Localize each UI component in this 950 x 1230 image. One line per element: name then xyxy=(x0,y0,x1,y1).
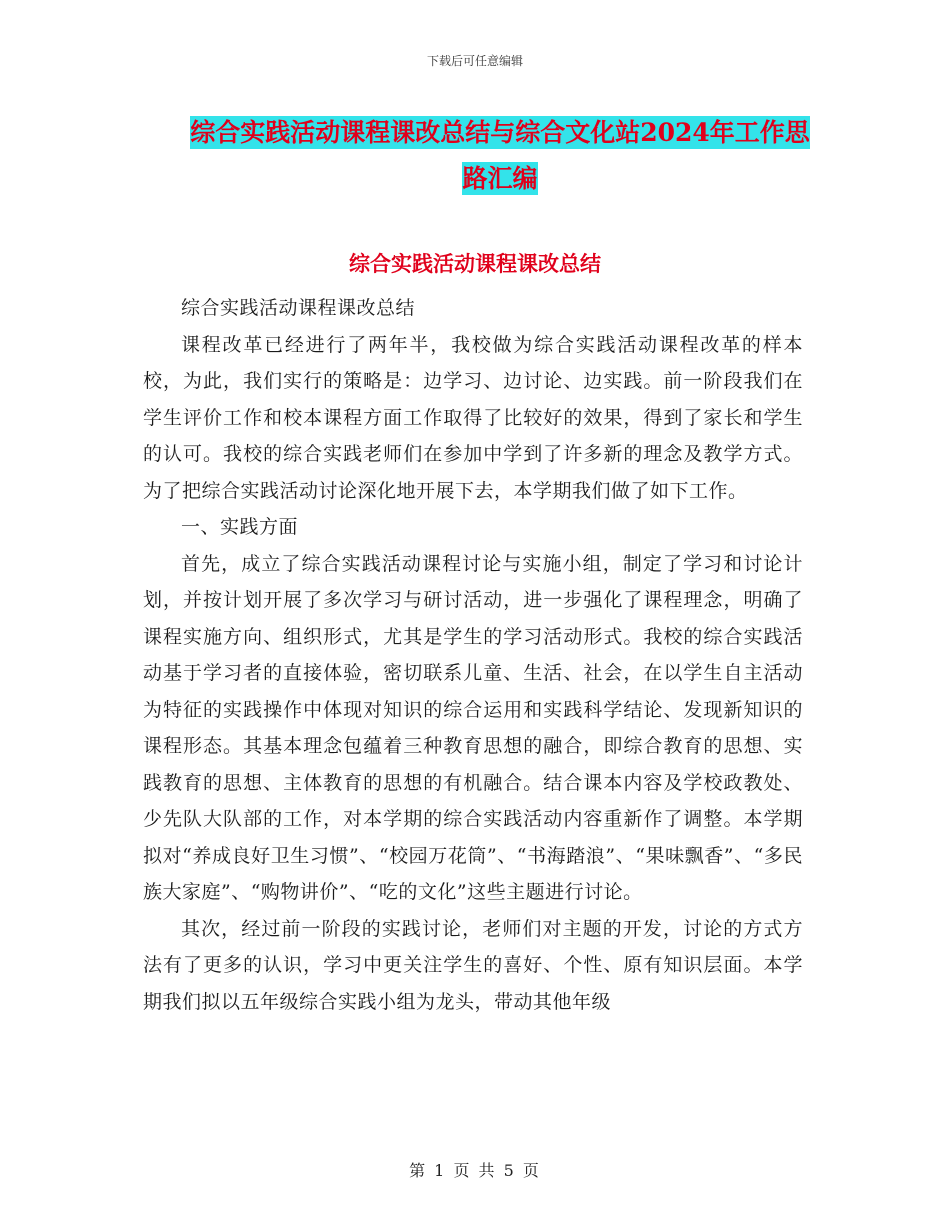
document-title xyxy=(190,110,810,202)
body-text xyxy=(143,290,803,1020)
document-title-text: 综合实践活动课程课改总结与综合文化站2024年工作思路汇编 xyxy=(190,118,810,193)
paragraph: 综合实践活动课程课改总结 xyxy=(181,297,416,319)
header-note: 下载后可任意编辑 xyxy=(426,54,523,68)
paragraph: 首先，成立了综合实践活动课程讨论与实施小组，制定了学习和讨论计划，并按计划开展了多次学习与研讨活动，进一步强化了课程理念，明确了课程实施方向、组织形式，尤其是学生的学习活动形式。我校的综合实践活动基于学习者的直接体验，密切联系儿童、生活、社会，在以学生自主活动为特征的实践操作中体现对知识的综合运用和实践科学结论、发现新知识的课程形态。其基本理念包蕴着三种教育思想的融合，即综合教育的思想、实践教育的思想、主体教育的思想的有机融合。结合课本内容及学校政教处、少先队大队部的工作，对本学期的综合实践活动内容重新作了调整。本学期拟对“养成良好卫生习惯”、“校园万花筒”、“书海踏浪”、“果味飘香”、“多民族大家庭”、“购物讲价”、“吃的文化”这些主题进行讨论。 xyxy=(143,552,803,903)
paragraph: 课程改革已经进行了两年半，我校做为综合实践活动课程改革的样本校，为此，我们实行的策略是：边学习、边讨论、边实践。前一阶段我们在学生评价工作和校本课程方面工作取得了比较好的效果，得到了家长和学生的认可。我校的综合实践老师们在参加中学到了许多新的理念及教学方式。为了把综合实践活动讨论深化地开展下去，本学期我们做了如下工作。 xyxy=(143,333,803,502)
section-title: 综合实践活动课程课改总结 xyxy=(349,251,601,276)
paragraph: 其次，经过前一阶段的实践讨论，老师们对主题的开发，讨论的方式方法有了更多的认识，学习中更关注学生的喜好、个性、原有知识层面。本学期我们拟以五年级综合实践小组为龙头，带动其他年级 xyxy=(143,917,803,1013)
page-number: 第 1 页 共 5 页 xyxy=(409,1161,541,1180)
paragraph: 一、实践方面 xyxy=(181,516,299,538)
